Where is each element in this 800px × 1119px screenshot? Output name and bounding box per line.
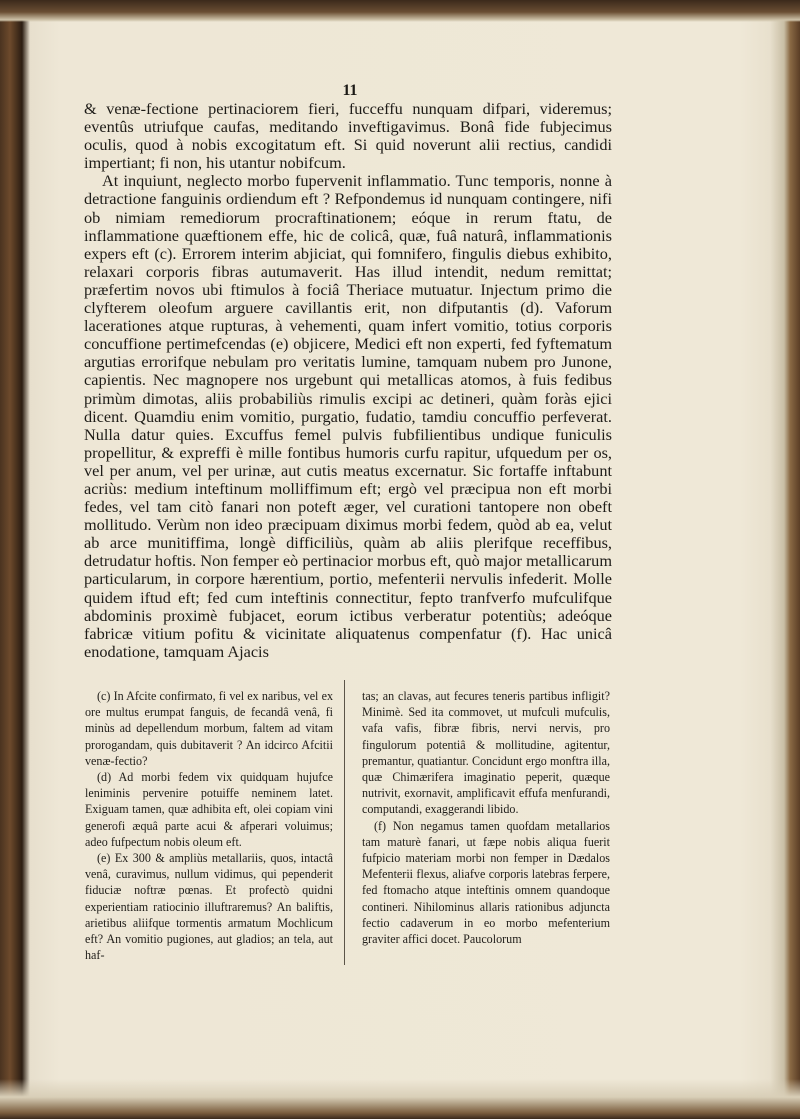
footnote-f: (f) Non negamus tamen quofdam metallarios tam maturè fanari, ut fæpe nobis aliqua fuerit fufpicio materiam morbi non femper in Dædalos Mefenterii flexus, aliafve corporis latebras ferpere, fed ftomacho atque inteftinis omnem quandoque contineri. Nihilominus allaris rationibus adjuncta fectio cadaverum in eo morbo mefenterium graviter affici docet. Paucolorum [362,818,610,947]
footnote-d: (d) Ad morbi fedem vix quidquam hujufce leniminis pervenire potuiffe neminem latet. Exiguam tamen, quæ adhibita eft, olei copiam vini generofi æquâ parte acui & afperari voluimus; adeo fufpectum nobis oleum eft. [85,770,333,849]
main-text-body [84,100,612,661]
footnote-e: (e) Ex 300 & ampliùs metallariis, quos, intactâ venâ, curavimus, nullum vidimus, qui pependerit fiduciæ noftræ pœnas. Et profectò quidni experientiam ratiocinio illuftraremus? An baliftis, arietibus aliifque tormentis armatum Mochlicum eft? An vomitio pugiones, aut gladios; an tela, aut haf- [85,851,333,963]
book-edge-bottom [0,1079,800,1119]
footnotes-left-column [85,688,333,963]
footnote-e-continued: tas; an clavas, aut fecures teneris partibus infligit? Minimè. Sed ita commovet, ut mufculi mufculis, vafa vafis, fibræ fibris, nervi nervis, pro fingulorum potentiâ & mollitudine, agitentur, premantur, quatiantur. Concidunt ergo monftra illa, quæ Chimærifera imaginatio peperit, quæque nutrivit, exornavit, amplificavit effufa menfurandi, computandi, exaggerandi libido. [362,689,610,817]
footnote-c: (c) In Afcite confirmato, fi vel ex naribus, vel ex ore multus erumpat fanguis, de fecandâ venâ, fi minùs ad depellendum morbum, faltem ad vitam prorogandam, quis dubitaverit ? An idcirco Afcitii venæ-fectio? [85,689,333,768]
footnotes-right-column [362,688,610,947]
book-edge-top [0,0,800,22]
main-paragraph: At inquiunt, neglecto morbo fupervenit inflammatio. Tunc temporis, nonne à detractione fanguinis ordiendum eft ? Refpondemus id nunquam contingere, nifi ob nimiam remediorum procraftinationem; eóque in rerum ftatu, de inflammatione quæftionem effe, hic de colicâ, quæ, fuâ naturâ, inflammationis expers eft (c). Errorem interim abjiciat, qui fomnifero, fingulis diebus exhibito, relaxari corporis fibras autumaverit. Has illud intendit, nedum remittat; præfertim novos ubi ftimulos à fociâ Theriace mutuatur. Injectum primo die clyfterem oleofum arguere cavillantis erit, non difputantis (d). Vaforum lacerationes atque rupturas, à vehementi, quam infert vomitio, totius corporis concuffione pertimefcendas (e) objicere, Medici eft non experti, fed fyftematum argutias errorifque nebulam pro veritatis lumine, tamquam nubem pro Junone, capientis. Nec magnopere nos urgebunt qui metallicas atomos, à fuis fedibus primùm dimotas, aliis probabiliùs rimulis excipi ac detineri, quàm foràs ejici dicent. Quamdiu enim vomitio, purgatio, fudatio, tamdiu concuffio perfeverat. Nulla datur quies. Excuffus femel pulvis fubfilientibus undique funiculis propellitur, & expreffi è mille fontibus humoris curfu rapitur, ufquedum per os, vel per anum, vel per urinæ, aut cutis meatus excernatur. Sic fortaffe inftabunt acriùs: medium inteftinum molliffimum eft; ergò vel præcipua non eft morbi fedes, vel tam citò fanari non poteft æger, vel curationi tantopere non obeft mollitudo. Verùm non ideo præcipuam diximus morbi fedem, quòd ab ea, velut ab arce munitiffima, longè difficiliùs, quàm ab aliis plerifque receffibus, detrudatur hoftis. Non femper eò pertinacior morbus eft, quò major metallicarum particularum, in corpore hærentium, portio, mefenterii nervulis infederit. Molle quidem iftud eft; fed cum inteftinis connectitur, fepto tranfverfo mufculifque abdominis proximè fubjacet, eorum ictibus verberatur potentiùs; adeóque fabricæ vitium pofitu & vicinitate aliquatenus compenfatur (f). Hac unicâ enodatione, tamquam Ajacis [84,171,612,661]
footnote-column-divider [344,680,345,965]
page-number: 11 [342,82,358,99]
main-paragraph: & venæ-fectione pertinaciorem fieri, fucceffu nunquam difpari, videremus; eventûs utriufque caufas, meditando inveftigavimus. Bonâ fide fubjecimus oculis, quod à nobis excogitatum eft. Si quid noverunt alii rectius, candidi impertiant; fi non, his utantur nobifcum. [84,99,612,173]
